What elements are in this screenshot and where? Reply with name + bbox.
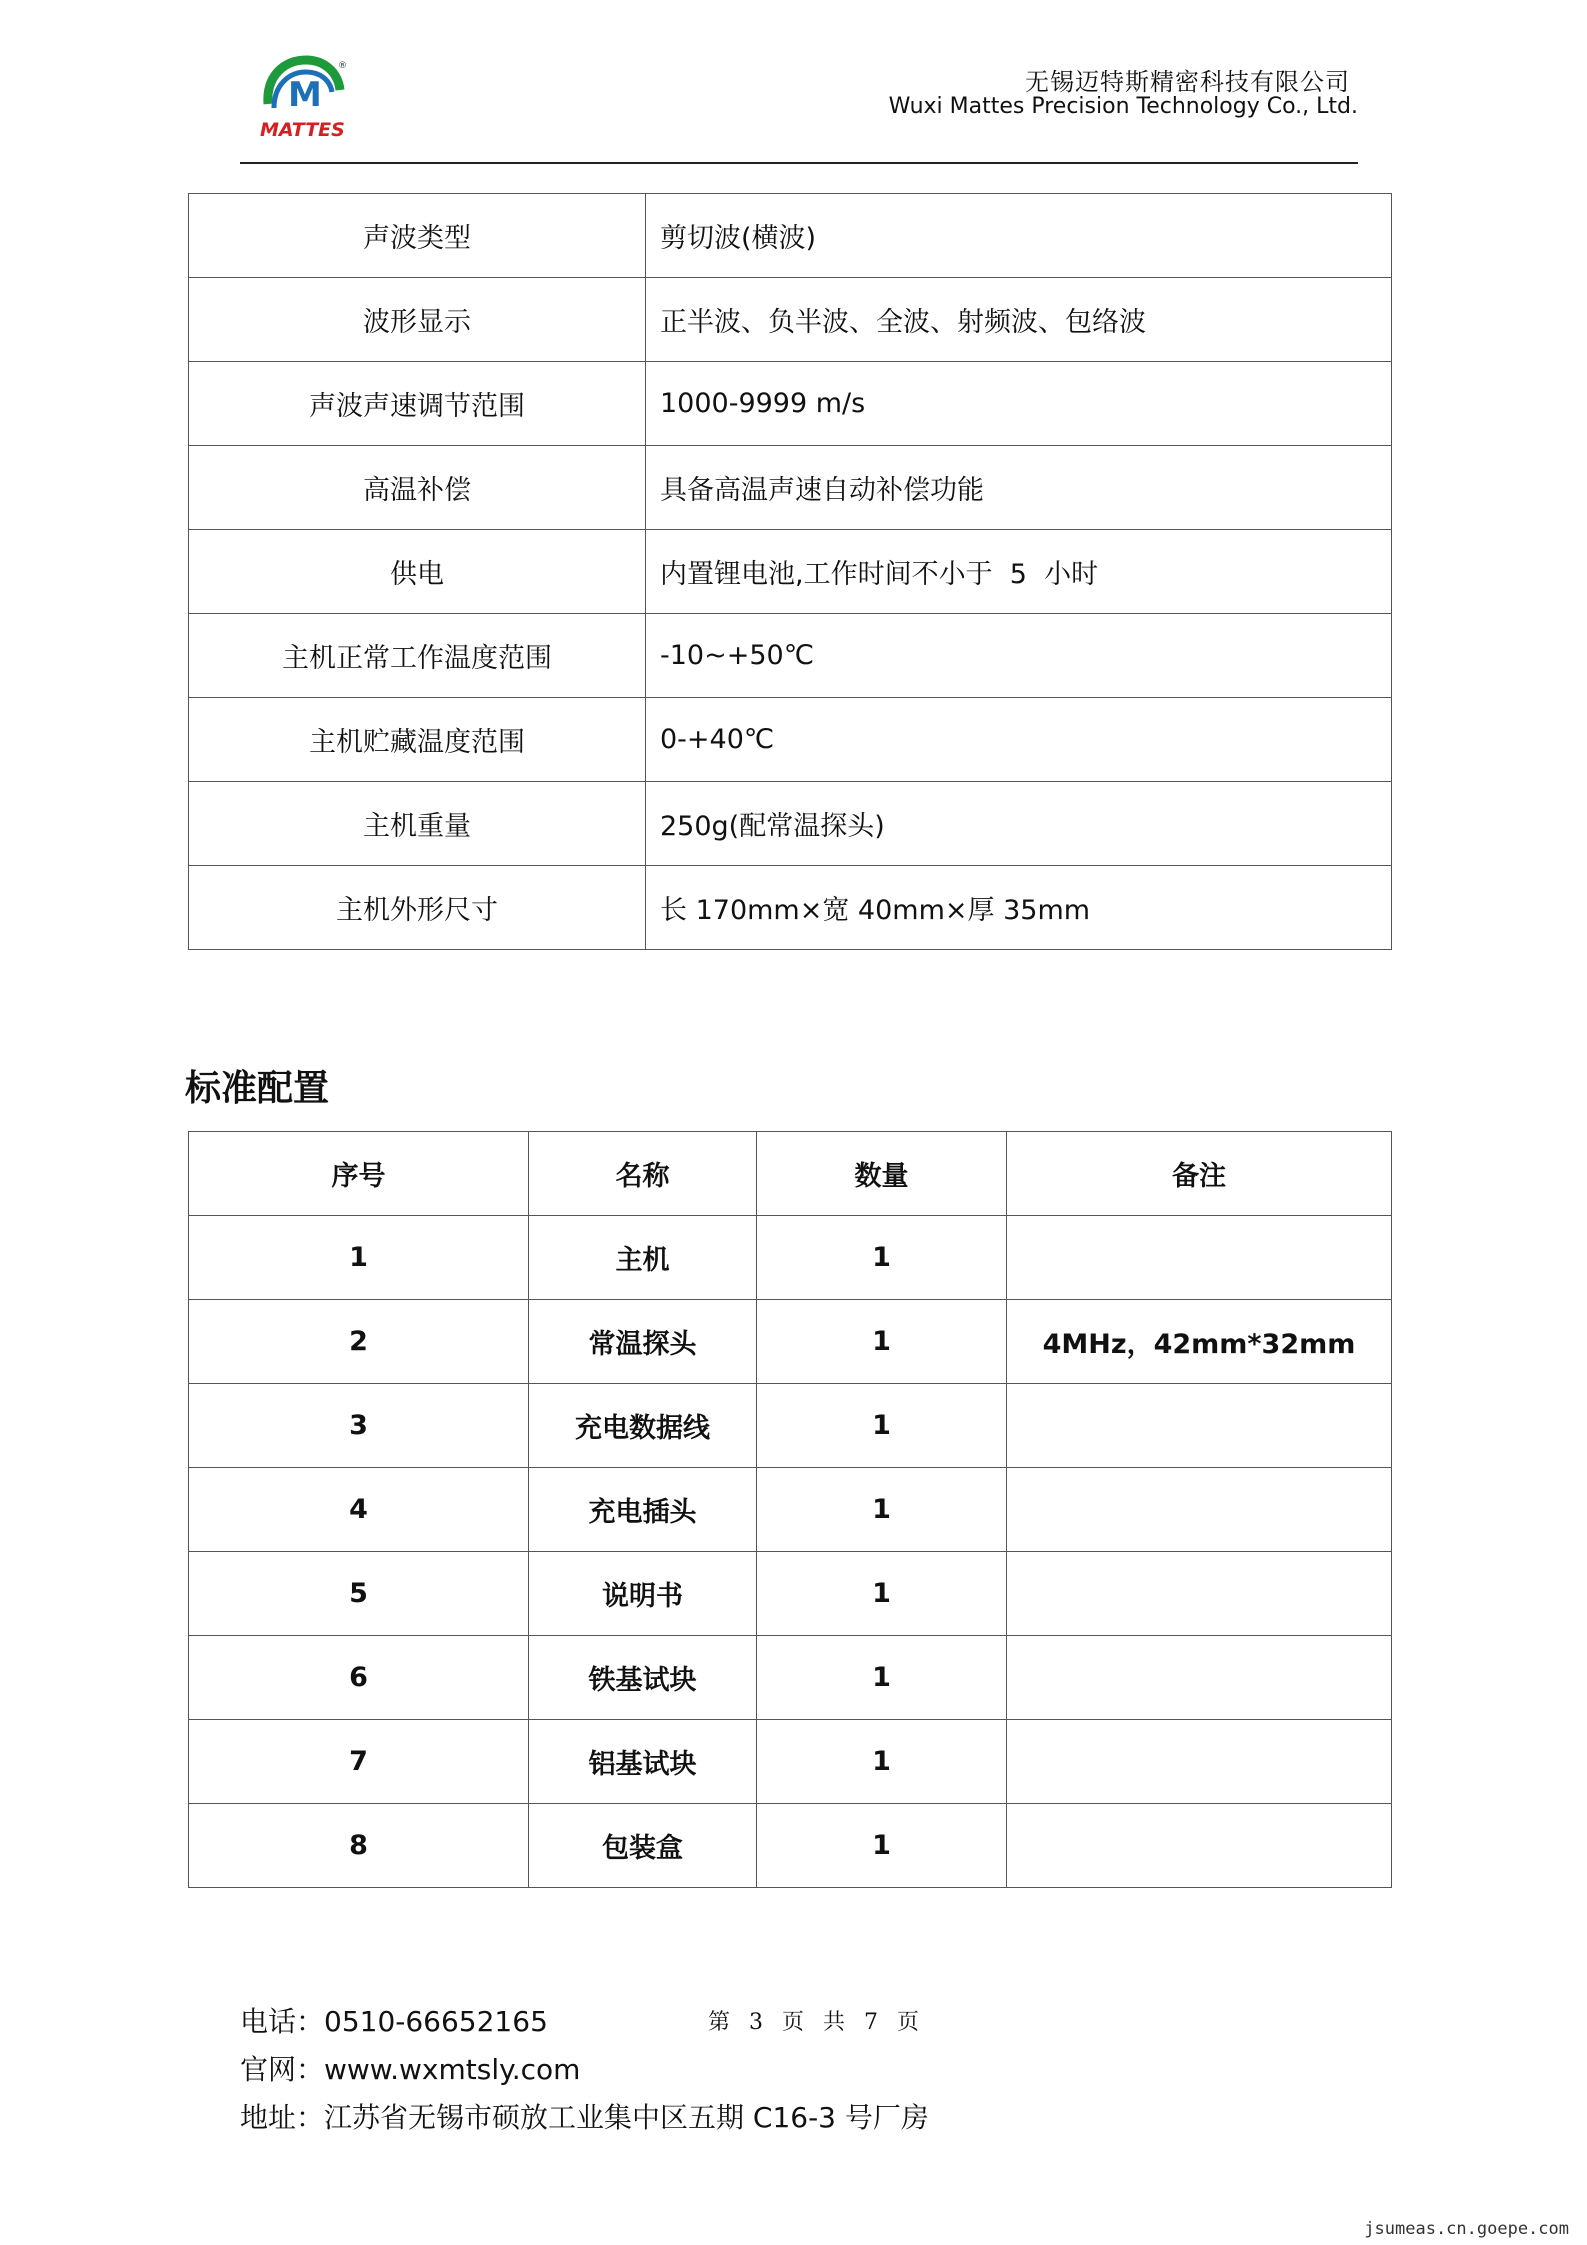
cell-index: 3 <box>189 1384 529 1468</box>
header-index: 序号 <box>189 1132 529 1216</box>
header-quantity: 数量 <box>757 1132 1007 1216</box>
header-name: 名称 <box>529 1132 757 1216</box>
cell-name: 充电数据线 <box>529 1384 757 1468</box>
cell-quantity: 1 <box>757 1552 1007 1636</box>
cell-name: 充电插头 <box>529 1468 757 1552</box>
cell-name: 包装盒 <box>529 1804 757 1888</box>
cell-quantity: 1 <box>757 1720 1007 1804</box>
cell-remark <box>1007 1636 1392 1720</box>
spec-label: 供电 <box>189 530 646 614</box>
svg-text:®: ® <box>338 61 347 71</box>
section-title-standard-config: 标准配置 <box>185 1068 330 1109</box>
table-row <box>189 1720 1392 1804</box>
spec-value: 0-+40℃ <box>646 698 1392 782</box>
spec-label: 主机重量 <box>189 782 646 866</box>
watermark: jsumeas.cn.goepe.com <box>1364 2219 1569 2239</box>
cell-name: 铁基试块 <box>529 1636 757 1720</box>
cell-index: 5 <box>189 1552 529 1636</box>
logo-text: MATTES <box>260 119 345 141</box>
cell-index: 7 <box>189 1720 529 1804</box>
cell-index: 4 <box>189 1468 529 1552</box>
cell-name: 常温探头 <box>529 1300 757 1384</box>
footer-phone: 电话：0510-66652165 <box>240 2005 548 2038</box>
spec-value: 具备高温声速自动补偿功能 <box>646 446 1392 530</box>
spec-value: 长 170mm×宽 40mm×厚 35mm <box>646 866 1392 950</box>
standard-config-table <box>188 1131 1392 1888</box>
cell-index: 2 <box>189 1300 529 1384</box>
spec-label: 声波声速调节范围 <box>189 362 646 446</box>
spec-value: 1000-9999 m/s <box>646 362 1392 446</box>
table-row <box>189 1636 1392 1720</box>
spec-table <box>188 193 1392 950</box>
cell-quantity: 1 <box>757 1804 1007 1888</box>
spec-label: 高温补偿 <box>189 446 646 530</box>
cell-remark <box>1007 1468 1392 1552</box>
spec-value: 250g(配常温探头) <box>646 782 1392 866</box>
cell-index: 8 <box>189 1804 529 1888</box>
spec-value: 内置锂电池,工作时间不小于 5 小时 <box>646 530 1392 614</box>
spec-label: 主机外形尺寸 <box>189 866 646 950</box>
cell-quantity: 1 <box>757 1384 1007 1468</box>
footer-address: 地址：江苏省无锡市硕放工业集中区五期 C16-3 号厂房 <box>240 2101 929 2134</box>
table-row <box>189 1216 1392 1300</box>
page-header <box>240 40 1358 164</box>
spec-row <box>189 866 1392 950</box>
cell-name: 说明书 <box>529 1552 757 1636</box>
table-row <box>189 1468 1392 1552</box>
company-name-cn: 无锡迈特斯精密科技有限公司 <box>1025 68 1350 96</box>
footer-website: 官网：www.wxmtsly.com <box>240 2053 581 2086</box>
spec-value: 正半波、负半波、全波、射频波、包络波 <box>646 278 1392 362</box>
spec-label: 声波类型 <box>189 194 646 278</box>
mattes-logo <box>254 46 354 146</box>
cell-remark: 4MHz，42mm*32mm <box>1007 1300 1392 1384</box>
cell-quantity: 1 <box>757 1468 1007 1552</box>
cell-index: 6 <box>189 1636 529 1720</box>
table-row <box>189 1300 1392 1384</box>
spec-value: 剪切波(横波) <box>646 194 1392 278</box>
table-row <box>189 1384 1392 1468</box>
spec-row <box>189 782 1392 866</box>
spec-row <box>189 698 1392 782</box>
logo-mark: M <box>288 75 322 115</box>
header-remark: 备注 <box>1007 1132 1392 1216</box>
spec-row <box>189 362 1392 446</box>
cell-remark <box>1007 1552 1392 1636</box>
spec-label: 主机贮藏温度范围 <box>189 698 646 782</box>
cell-quantity: 1 <box>757 1216 1007 1300</box>
cell-remark <box>1007 1384 1392 1468</box>
spec-label: 主机正常工作温度范围 <box>189 614 646 698</box>
spec-row <box>189 194 1392 278</box>
config-header-row <box>189 1132 1392 1216</box>
spec-label: 波形显示 <box>189 278 646 362</box>
spec-row <box>189 446 1392 530</box>
spec-value: -10~+50℃ <box>646 614 1392 698</box>
cell-name: 主机 <box>529 1216 757 1300</box>
spec-row <box>189 530 1392 614</box>
spec-row <box>189 278 1392 362</box>
spec-row <box>189 614 1392 698</box>
cell-remark <box>1007 1804 1392 1888</box>
cell-index: 1 <box>189 1216 529 1300</box>
company-name-en: Wuxi Mattes Precision Technology Co., Ltd. <box>888 94 1358 119</box>
table-row <box>189 1804 1392 1888</box>
cell-quantity: 1 <box>757 1300 1007 1384</box>
table-row <box>189 1552 1392 1636</box>
cell-quantity: 1 <box>757 1636 1007 1720</box>
cell-name: 铝基试块 <box>529 1720 757 1804</box>
cell-remark <box>1007 1216 1392 1300</box>
page-number: 第 3 页 共 7 页 <box>708 2010 925 2035</box>
cell-remark <box>1007 1720 1392 1804</box>
